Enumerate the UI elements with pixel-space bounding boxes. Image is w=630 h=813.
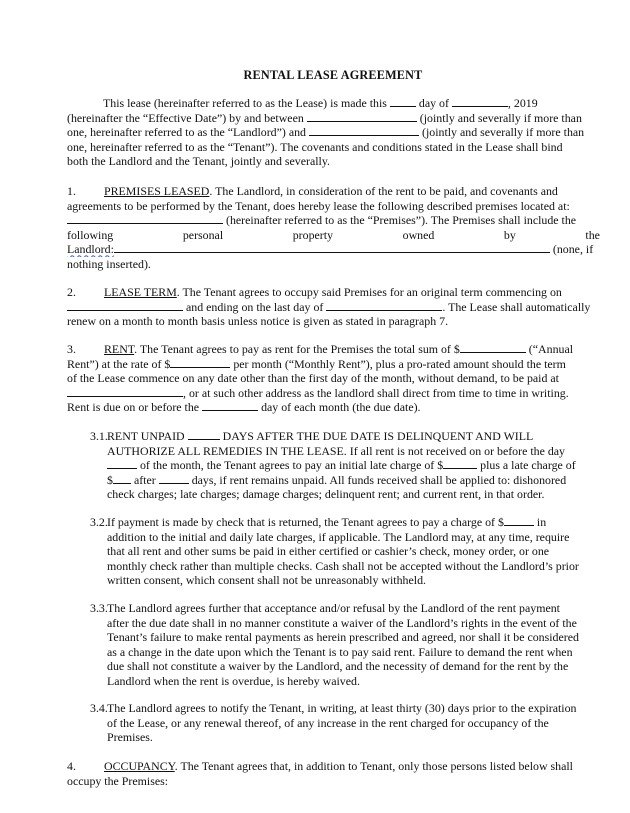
late-day-blank[interactable] [107,458,137,469]
word: property [292,227,334,242]
intro-text: (hereinafter the “Effective Date”) by and between [67,110,304,125]
subsection-number: 3.4. [90,701,108,715]
tenant-name-blank[interactable] [309,125,419,136]
section-heading: PREMISES LEASED [104,184,210,198]
section-heading: RENT [104,342,135,356]
section-text: . The Tenant agrees that, in addition to Tenant, only those persons listed below shall [174,759,573,773]
section-text: . The Landlord, in consideration of the rent to be paid, and covenants and [209,184,558,198]
month-blank[interactable] [452,96,508,107]
section-text: . The Lease shall automatically [442,299,591,314]
returned-check-charge-blank[interactable] [504,515,534,526]
payment-address-blank[interactable] [67,386,183,397]
initial-late-charge-blank[interactable] [443,458,477,469]
section-text: , or at such other address as the landlord shall direct from time to time in writing. [183,385,569,400]
section-text: of the Lease, or any renewal thereof, of any increase in the rent charged for occupancy of the [107,715,549,730]
intro-text: one, hereinafter referred to as the “Landlord”) and [67,125,307,140]
section-number: 2. [67,285,76,299]
section-text: day of each month (the due date). [261,400,421,415]
word: owned [402,227,435,242]
section-number: 1. [67,184,76,198]
word: personal [182,227,224,242]
section-text: in [536,515,547,529]
section-text: $ [107,472,113,487]
intro-paragraph [67,96,600,169]
intro-text: (jointly and severally if more than [421,125,585,140]
subsection-number: 3.3. [90,601,108,615]
intro-text: one, hereinafter referred to as the “Tenant”). The covenants and conditions stated in the Lease shall bind [67,139,563,154]
subsection-3-1 [90,429,600,502]
start-date-blank[interactable] [67,300,183,311]
section-heading: LEASE TERM [104,285,177,299]
section-text: days, if rent remains unpaid. All funds received shall be applied to: dishonored [191,472,567,487]
late-days-blank[interactable] [159,473,189,484]
section-text: RENT UNPAID [107,429,185,443]
word: the [585,227,600,242]
landlord-name-blank[interactable] [307,111,417,122]
justified-word-row [67,228,600,243]
section-text: DAYS AFTER THE DUE DATE IS DELINQUENT AND WILL [222,429,534,443]
section-text: . The Tenant agrees to occupy said Premises for an original term commencing on [176,285,562,299]
document-title: RENTAL LEASE AGREEMENT [243,68,423,82]
section-text: agreements to be performed by the Tenant, does hereby lease the following described premises located at: [67,198,570,213]
section-text: AUTHORIZE ALL REMEDIES IN THE LEASE. If all rent is not received on or before the day [107,443,566,458]
section-text: Premises. [107,730,153,745]
subsection-3-3 [90,601,600,689]
section-text: (hereinafter referred to as the “Premises”). The Premises shall include the [225,213,577,228]
section-text: plus a late charge of [480,458,576,473]
section-text: monthly check rather than multiple checks. Cash shall not be accepted without the Landlord’s prior [107,558,579,573]
section-text: after [133,472,156,487]
intro-text: day of [418,96,449,110]
section-text: after the due date shall in no manner constitute a waiver of the Landlord’s rights in the event of the [107,615,577,630]
section-text: of the Lease commence on any date other than the first day of the month, without demand, to be paid at [67,371,559,386]
section-heading: OCCUPANCY [104,759,175,773]
section-text: The Landlord agrees to notify the Tenant, in writing, at least thirty (30) days prior to the expiration [107,701,577,715]
section-rent [67,342,600,415]
section-text: Tenant’s failure to make rental payments as herein prescribed and agreed, nor shall it be considered [107,630,579,645]
section-text: nothing inserted). [67,256,151,271]
section-text: occupy the Premises: [67,773,169,788]
section-text: (“Annual [528,342,574,356]
subsection-3-2 [90,515,600,588]
section-text: Rent is due on or before the [67,400,200,415]
section-text: . The Tenant agrees to pay as rent for the Premises the total sum of $ [134,342,460,356]
year-text: , 2019 [507,96,538,110]
section-text: of the month, the Tenant agrees to pay an initial late charge of $ [139,458,444,473]
subsection-3-4 [90,701,600,745]
section-number: 4. [67,759,76,773]
monthly-rent-blank[interactable] [170,357,230,368]
section-text: addition to the initial and daily late charges, if applicable. The Landlord may, at any time, require [107,529,570,544]
intro-text: both the Landlord and the Tenant, jointly and severally. [67,154,331,169]
section-text: If payment is made by check that is returned, the Tenant agrees to pay a charge of $ [107,515,504,529]
due-day-blank[interactable] [202,400,258,411]
section-text: (none, if [552,242,594,257]
section-text: per month (“Monthly Rent”), plus a pro-rated amount should the term [233,356,566,371]
section-text: that all rent and other sums be paid in either certified or cashier’s check, money order, or one [107,544,550,559]
intro-text: (jointly and severally if more than [419,110,582,125]
subsection-number: 3.1. [90,429,108,443]
section-text: as a change in the date upon which the Tenant is to pay said rent. Failure to demand the rent when [107,644,573,659]
grace-days-blank[interactable] [188,429,220,440]
daily-late-charge-blank[interactable] [113,473,131,484]
section-number: 3. [67,342,76,356]
end-date-blank[interactable] [326,300,442,311]
landlord-label: Landlord: [67,242,114,257]
section-occupancy [67,759,600,788]
personal-property-blank[interactable] [114,242,550,253]
section-text: renew on a month to month basis unless notice is given as stated in paragraph 7. [67,314,449,329]
section-lease-term [67,285,600,329]
day-blank[interactable] [390,96,416,107]
subsection-number: 3.2. [90,515,108,529]
section-text: Landlord when the rent is overdue, is hereby waived. [107,673,360,688]
word: following [67,227,114,242]
section-text: The Landlord agrees further that acceptance and/or refusal by the Landlord of the rent payment [107,601,560,615]
intro-text: This lease (hereinafter referred to as the Lease) is made this [103,96,387,110]
annual-rent-blank[interactable] [460,342,526,353]
section-text: written consent, which consent shall not be unreasonably withheld. [107,573,426,588]
section-text: check charges; late charges; damage charges; delinquent rent; and current rent, in that order. [107,487,545,502]
section-text: Rent”) at the rate of $ [67,356,171,371]
premises-address-blank[interactable] [67,213,223,224]
word: by [503,227,516,242]
section-premises-leased [67,184,600,272]
section-text: due shall not constitute a waiver by the Landlord, and the necessity of demand for the rent by the [107,659,569,674]
section-text: and ending on the last day of [185,299,324,314]
